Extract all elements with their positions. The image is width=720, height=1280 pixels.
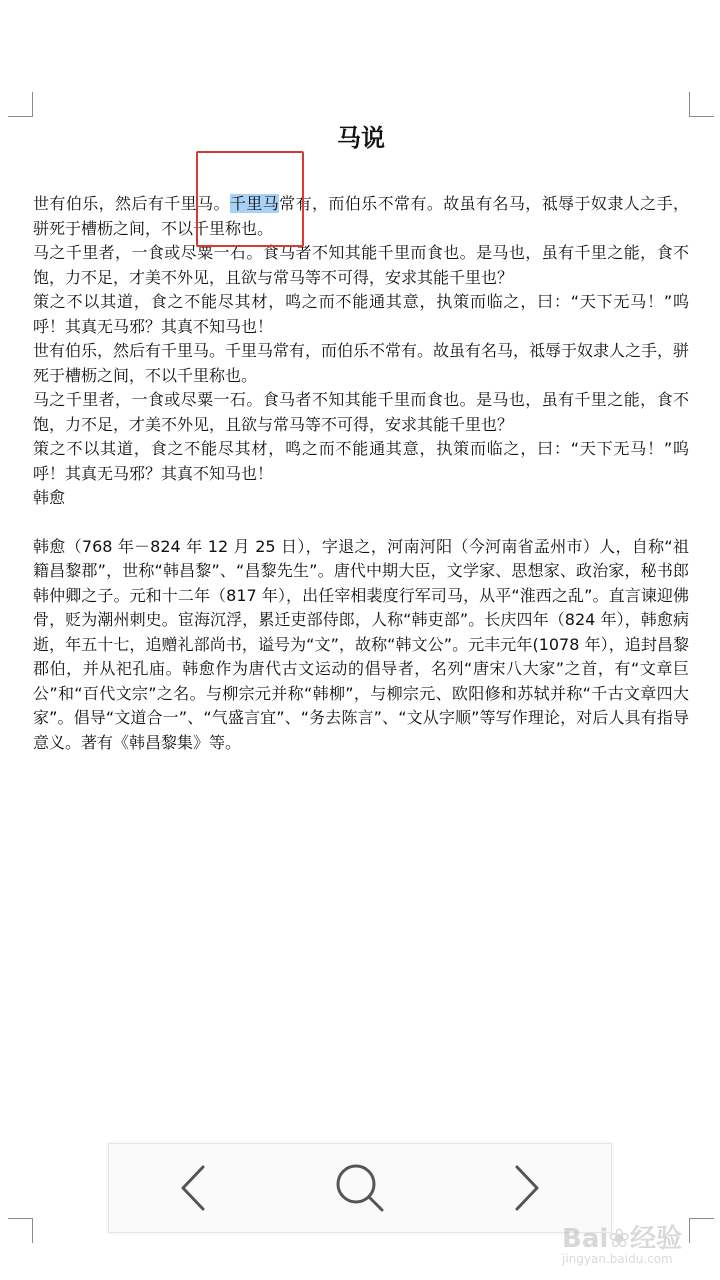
paragraph-5[interactable]: 马之千里者，一食或尽粟一石。食马者不知其能千里而食也。是马也，虽有千里之能，食不饱，力不足，才美不外见，且欲与常马等不可得，安求其能千里也？ xyxy=(33,390,689,434)
watermark-brand: Bai❀经验 xyxy=(562,1224,683,1254)
next-button[interactable] xyxy=(492,1153,562,1223)
paragraph-4[interactable]: 世有伯乐，然后有千里马。千里马常有，而伯乐不常有。故虽有名马，祗辱于奴隶人之手，骈死于槽枥之间，不以千里称也。 xyxy=(33,341,690,385)
document-page xyxy=(33,118,689,755)
selection-highlight-box xyxy=(196,151,304,247)
selected-text[interactable]: 千里马 xyxy=(229,194,280,213)
crop-mark-top-left xyxy=(8,92,33,117)
chevron-right-icon xyxy=(507,1163,547,1213)
document-title: 马说 xyxy=(337,124,385,152)
search-icon xyxy=(334,1162,386,1214)
para1-text-before: 世有伯乐，然后有千里马。 xyxy=(33,194,230,213)
crop-mark-bottom-left xyxy=(8,1218,33,1243)
author-bio[interactable]: 韩愈（768 年－824 年 12 月 25 日），字退之，河南河阳（今河南省孟州市）人，自称“祖籍昌黎郡”，世称“韩昌黎”、“昌黎先生”。唐代中期大臣，文学家、思想家、政治家，秘书郎韩仲卿之子。元和十二年（817 年），出任宰相裴度行军司马，从平“淮西之乱”。直言谏迎佛骨，贬为潮州刺史。宦海沉浮，累迁吏部侍郎，人称“韩吏部”。长庆四年（824 年），韩愈病逝，年五十七，追赠礼部尚书，谥号为“文”，故称“韩文公”。元丰元年(1078 年），追封昌黎郡伯，并从祀孔庙。韩愈作为唐代古文运动的倡导者，名列“唐宋八大家”之首，有“文章巨公”和“百代文宗”之名。与柳宗元并称“韩柳”，与柳宗元、欧阳修和苏轼并称“千古文章四大家”。倡导“文道合一”、“气盛言宜”、“务去陈言”、“文从字顺”等写作理论，对后人具有指导意义。著有《韩昌黎集》等。 xyxy=(33,536,689,752)
paragraph-2[interactable]: 马之千里者，一食或尽粟一石。食马者不知其能千里而食也。是马也，虽有千里之能，食不饱，力不足，才美不外见，且欲与常马等不可得，安求其能千里也？ xyxy=(33,243,689,287)
para1-text-after: 常有，而伯乐不常有。故虽有名马，祗辱于奴隶人之手，骈死于槽枥之间，不以千里称也。 xyxy=(33,194,689,238)
baidu-jingyan-watermark xyxy=(552,1218,712,1268)
bottom-toolbar xyxy=(108,1143,612,1233)
paragraph-3[interactable]: 策之不以其道，食之不能尽其材，鸣之而不能通其意，执策而临之，曰：“天下无马！”呜呼！其真无马邪？其真不知马也！ xyxy=(33,292,689,336)
author-line[interactable]: 韩愈 xyxy=(33,488,66,507)
paw-icon: ❀ xyxy=(608,1224,631,1254)
paragraph-1[interactable] xyxy=(33,192,689,241)
previous-button[interactable] xyxy=(158,1153,228,1223)
chevron-left-icon xyxy=(173,1163,213,1213)
blank-line xyxy=(33,511,689,535)
paragraph-6[interactable]: 策之不以其道，食之不能尽其材，鸣之而不能通其意，执策而临之，曰：“天下无马！”呜呼！其真无马邪？其真不知马也！ xyxy=(33,439,689,483)
search-button[interactable] xyxy=(325,1153,395,1223)
crop-mark-top-right xyxy=(689,92,714,117)
watermark-url: jingyan.baidu.com xyxy=(562,1252,673,1266)
